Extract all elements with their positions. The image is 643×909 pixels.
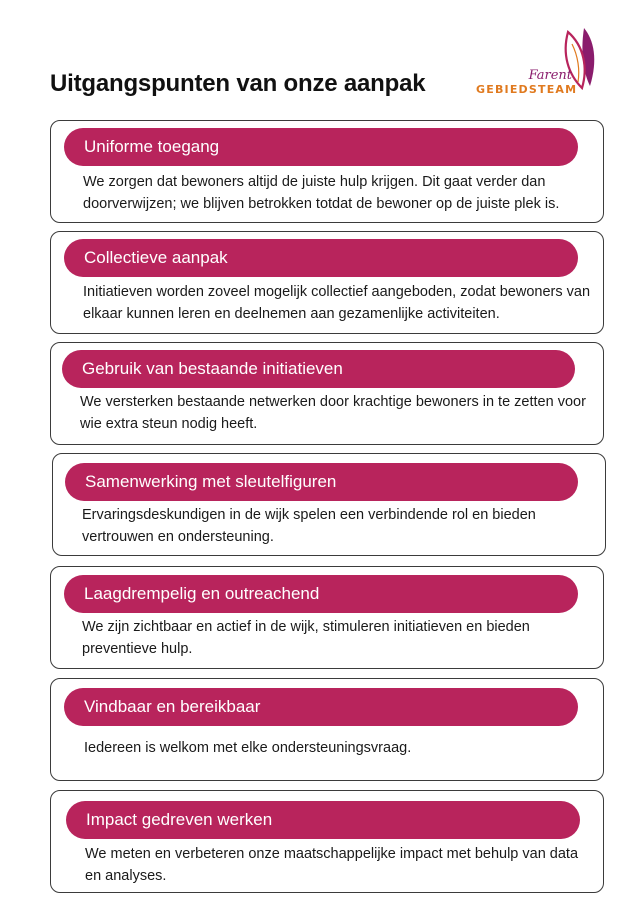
card-description: We versterken bestaande netwerken door krachtige bewoners in te zetten voor wie extra steun nodig heeft. bbox=[80, 394, 586, 432]
principle-card-collectieve-aanpak bbox=[50, 231, 604, 334]
card-heading: Vindbaar en bereikbaar bbox=[64, 688, 578, 726]
page-title: Uitgangspunten van onze aanpak bbox=[50, 70, 426, 97]
card-description: Initiatieven worden zoveel mogelijk collectief aangeboden, zodat bewoners van elkaar kunnen leren en deelnemen aan gezamenlijke activiteiten. bbox=[83, 284, 591, 322]
principle-card-laagdrempelig bbox=[50, 566, 604, 669]
principle-card-vindbaar bbox=[50, 678, 604, 781]
principle-card-uniforme-toegang bbox=[50, 120, 604, 223]
card-description: We zorgen dat bewoners altijd de juiste hulp krijgen. Dit gaat verder dan doorverwijzen; we blijven betrokken totdat de bewoner op de juiste plek is. bbox=[83, 174, 560, 212]
card-heading: Impact gedreven werken bbox=[66, 801, 580, 839]
principle-card-bestaande-initiatieven bbox=[50, 342, 604, 445]
card-heading: Laagdrempelig en outreachend bbox=[64, 575, 578, 613]
logo-subtitle: GEBIEDSTEAM bbox=[476, 83, 578, 96]
card-heading: Samenwerking met sleutelfiguren bbox=[65, 463, 578, 501]
card-heading: Collectieve aanpak bbox=[64, 239, 578, 277]
card-description: Iedereen is welkom met elke ondersteuningsvraag. bbox=[84, 740, 412, 756]
logo-brand-name: Farent bbox=[528, 68, 572, 83]
card-description: Ervaringsdeskundigen in de wijk spelen een verbindende rol en bieden vertrouwen en ondersteuning. bbox=[82, 507, 536, 545]
farent-logo bbox=[470, 24, 610, 98]
card-description: We zijn zichtbaar en actief in de wijk, stimuleren initiatieven en bieden preventieve hulp. bbox=[82, 619, 530, 657]
card-description: We meten en verbeteren onze maatschappelijke impact met behulp van data en analyses. bbox=[85, 846, 579, 884]
principle-card-sleutelfiguren bbox=[52, 453, 606, 556]
card-heading: Gebruik van bestaande initiatieven bbox=[62, 350, 575, 388]
card-heading: Uniforme toegang bbox=[64, 128, 578, 166]
principle-card-impact bbox=[50, 790, 604, 893]
